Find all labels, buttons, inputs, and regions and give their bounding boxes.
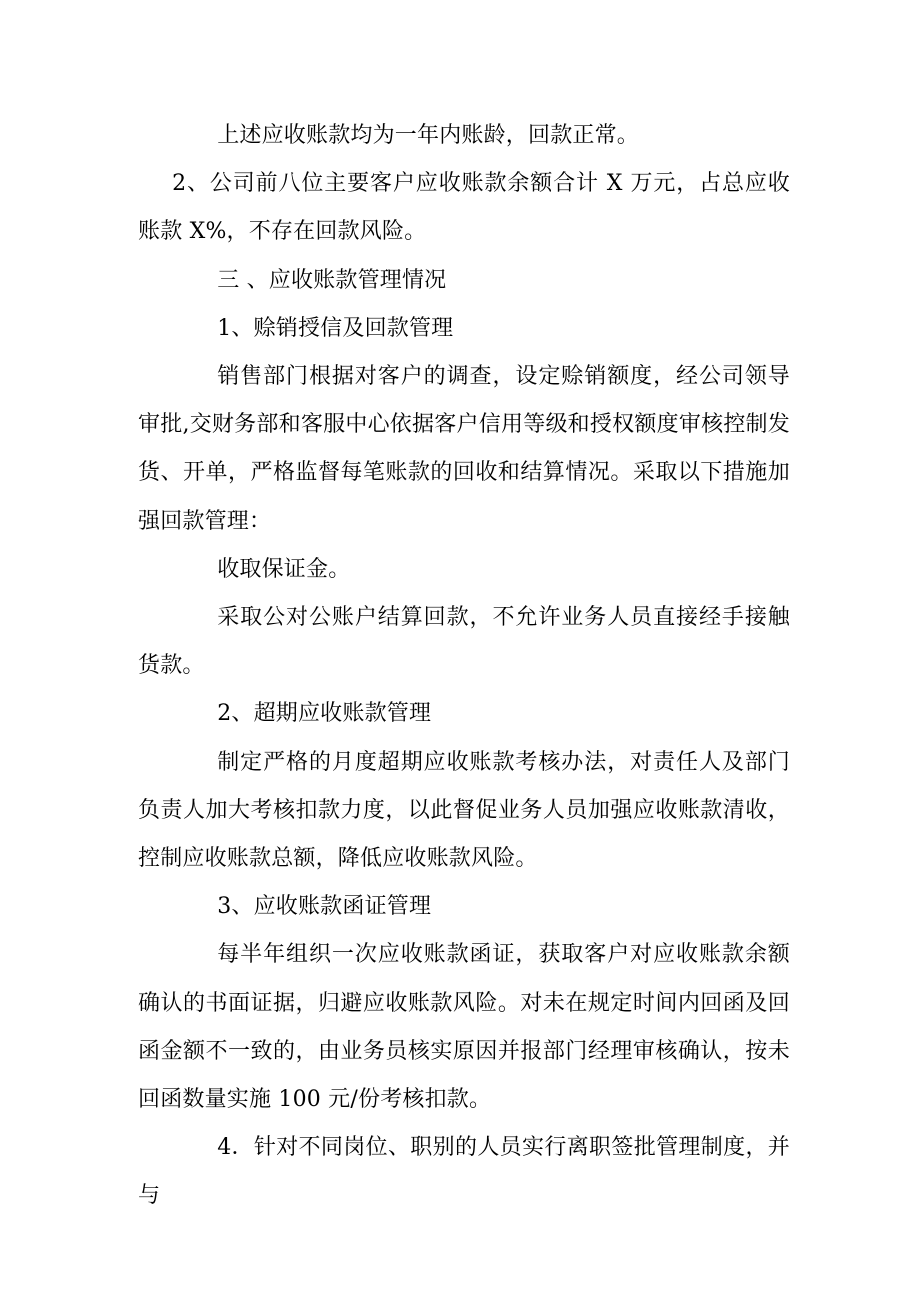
paragraph-settlement: 采取公对公账户结算回款，不允许业务人员直接经手接触货款。	[138, 605, 790, 679]
paragraph-top-customers: 2、公司前八位主要客户应收账款余额合计 X 万元，占总应收账款 X%，不存在回款风险。	[138, 171, 790, 245]
paragraph-credit-process: 销售部门根据对客户的调查，设定赊销额度，经公司领导审批,交财务部和客服中心依据客户信用等级和授权额度审核控制发货、开单，严格监督每笔账款的回收和结算情况。采取以下措施加强回款管理：	[138, 364, 790, 534]
paragraph-aging-summary: 上述应收账款均为一年内账龄，回款正常。	[217, 123, 639, 148]
subheading-confirmation-management: 3、应收账款函证管理	[217, 894, 432, 920]
paragraph-overdue-assessment: 制定严格的月度超期应收账款考核办法，对责任人及部门负责人加大考核扣款力度，以此督促业务人员加强应收账款清收，控制应收账款总额，降低应收账款风险。	[138, 749, 790, 872]
paragraph-resignation-policy: 4．针对不同岗位、职别的人员实行离职签批管理制度，并与	[138, 1135, 790, 1209]
paragraph-confirmation-process: 每半年组织一次应收账款函证，获取客户对应收账款余额确认的书面证据，归避应收账款风险。对未在规定时间内回函及回函金额不一致的，由业务员核实原因并报部门经理审核确认，按未回函数量实施 100 元/份考核扣款。	[138, 942, 790, 1113]
section-heading-receivables-management: 三 、应收账款管理情况	[217, 267, 447, 293]
paragraph-deposit: 收取保证金。	[217, 556, 351, 582]
subheading-credit-collection: 1、赊销授信及回款管理	[217, 315, 454, 341]
document-body	[138, 112, 790, 1221]
subheading-overdue-management: 2、超期应收账款管理	[217, 701, 432, 727]
